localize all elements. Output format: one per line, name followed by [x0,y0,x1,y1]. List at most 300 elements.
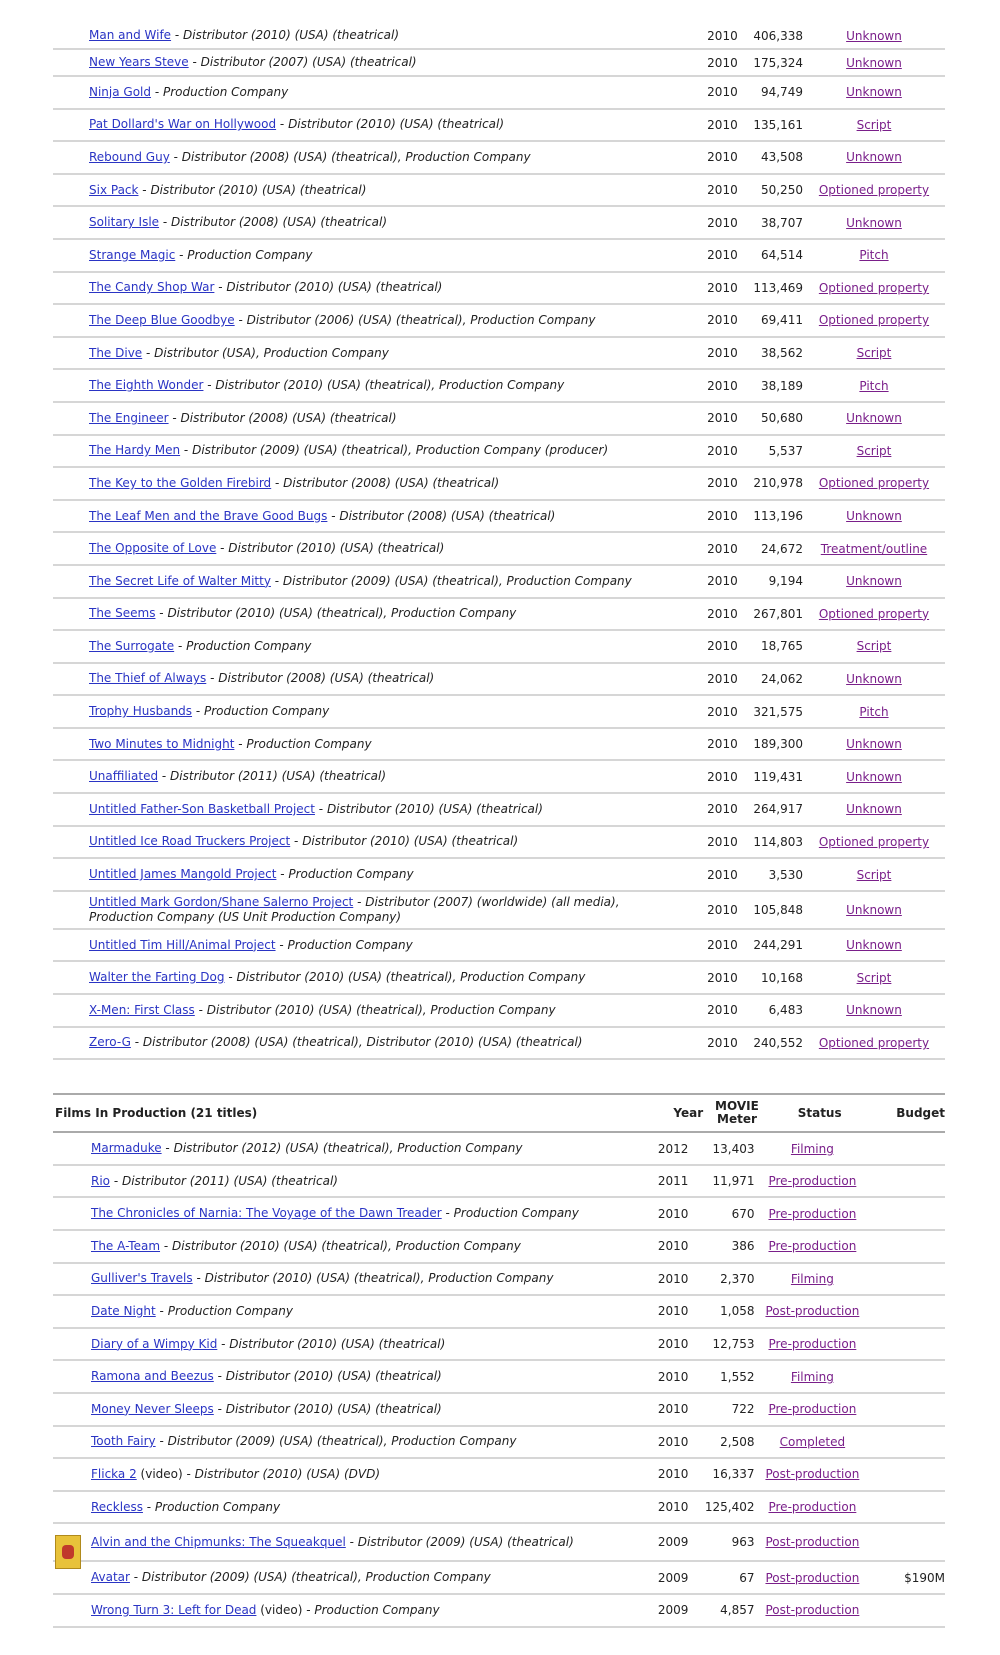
credit-text: Distributor (2006) (USA) (theatrical), Production Company [246,312,596,327]
separator: - [168,410,181,425]
movie-meter-cell: 135,161 [753,117,803,132]
year-cell: 2010 [707,248,738,263]
status-link[interactable]: Unknown [846,737,902,752]
status-cell [754,1535,870,1549]
year-cell: 2010 [657,1500,689,1515]
movie-meter-cell: 386 [731,1239,755,1254]
year-cell: 2009 [657,1535,689,1550]
year-cell: 2010 [707,215,738,230]
title-link[interactable]: The Key to the Golden Firebird [89,475,272,490]
year-cell: 2010 [657,1239,689,1254]
movie-meter-cell: 114,803 [753,834,803,849]
table-row [53,175,945,208]
title-cell [53,28,674,43]
separator: - [224,970,237,985]
title-link[interactable]: Solitary Isle [89,215,160,230]
title-link[interactable]: Gulliver's Travels [91,1271,193,1286]
movie-meter-cell: 963 [731,1535,755,1550]
credit-text: Production Company [154,1499,281,1514]
separator: - [217,1336,230,1351]
status-link[interactable]: Pitch [859,248,889,263]
credit-text: Distributor (2009) (USA) (theatrical), Production Company (producer) [192,443,609,458]
movie-meter-cell: 64,514 [760,248,803,263]
movie-meter-cell: 50,250 [760,183,803,198]
table-row [53,142,945,175]
table-row [53,599,945,632]
title-cell [53,639,674,654]
movie-meter-cell: 16,337 [712,1467,755,1482]
status-link[interactable]: Filming [790,1271,834,1286]
movie-meter-cell: 24,062 [760,671,803,686]
separator: - [214,280,227,295]
status-cell [754,1603,870,1617]
table-row [53,338,945,371]
credit-text: Distributor (2010) (USA) (theatrical) [183,28,400,42]
title-cell [53,1174,616,1189]
status-cell [803,903,945,917]
separator: - [110,1173,122,1188]
year-cell: 2010 [707,183,738,198]
movie-meter-cell: 210,978 [753,476,803,491]
separator: (video) - [140,1466,195,1481]
status-link[interactable]: Optioned property [818,606,930,621]
status-link[interactable]: Optioned property [818,183,930,198]
table-row [53,1361,945,1394]
credit-text: Distributor (2010) (USA) (DVD) [194,1466,381,1481]
status-cell [754,1239,870,1253]
year-cell: 2010 [657,1369,689,1384]
movie-meter-cell: 6,483 [768,1003,803,1018]
status-link[interactable]: Post-production [765,1603,860,1618]
year-cell: 2010 [707,867,738,882]
status-link[interactable]: Pre-production [768,1402,857,1417]
status-cell [754,1207,870,1221]
table-row [53,207,945,240]
movie-meter-cell: 406,338 [753,28,803,43]
title-cell [53,737,674,752]
table-row [53,995,945,1028]
status-cell [803,118,945,132]
year-cell: 2010 [707,150,738,165]
title-link[interactable]: Walter the Farting Dog [89,970,225,985]
year-cell: 2010 [707,28,738,43]
table-row [53,1166,945,1199]
table-row [53,1492,945,1525]
movie-meter-cell: 264,917 [753,802,803,817]
year-cell: 2010 [657,1271,689,1286]
title-link[interactable]: Unaffiliated [89,769,159,784]
status-link[interactable]: Post-production [765,1467,860,1482]
status-link[interactable]: Treatment/outline [820,541,928,556]
status-link[interactable]: Unknown [846,28,902,43]
status-cell [803,737,945,751]
table-row [53,77,945,110]
separator: - [345,1534,358,1549]
title-cell [53,671,674,686]
status-cell [803,379,945,393]
title-link[interactable]: The A-Team [91,1238,161,1253]
movie-meter-cell: 5,537 [768,443,803,458]
status-link[interactable]: Unknown [846,769,902,784]
status-cell [803,313,945,327]
status-link[interactable]: Unknown [846,902,902,917]
status-link[interactable]: Unknown [846,509,902,524]
status-cell [803,639,945,653]
status-cell [803,835,945,849]
status-link[interactable]: Unknown [846,802,902,817]
status-cell [803,607,945,621]
year-cell: 2010 [707,834,738,849]
movie-meter-cell: 105,848 [753,902,803,917]
title-link[interactable]: Untitled Tim Hill/Animal Project [89,937,276,952]
title-cell [53,769,674,784]
title-cell [53,476,674,491]
title-link[interactable]: The Chronicles of Narnia: The Voyage of the Dawn Treader [91,1206,442,1221]
year-cell: 2010 [707,117,738,132]
credit-text: Distributor (2009) (USA) (theatrical), Production Company [167,1434,517,1449]
year-cell: 2010 [707,1035,738,1050]
status-link[interactable]: Optioned property [818,476,930,491]
year-cell: 2010 [707,970,738,985]
status-link[interactable]: Script [856,639,892,654]
title-link[interactable]: The Thief of Always [89,671,207,686]
status-cell [803,183,945,197]
status-link[interactable]: Filming [790,1141,834,1156]
table-row [53,1231,945,1264]
status-link[interactable]: Optioned property [818,313,930,328]
status-cell [803,868,945,882]
status-link[interactable]: Pre-production [768,1206,857,1221]
table-row [53,1264,945,1297]
title-link[interactable]: The Secret Life of Walter Mitty [89,573,271,588]
year-cell: 2010 [657,1402,689,1417]
separator: - [129,1570,142,1585]
status-link[interactable]: Post-production [765,1304,860,1319]
credit-text: Distributor (2010) (USA) (theatrical) [225,1369,442,1384]
status-cell [754,1142,870,1156]
title-link[interactable]: Untitled Mark Gordon/Shane Salerno Project [89,894,354,909]
status-cell [803,1036,945,1050]
title-link[interactable]: Rio [91,1173,111,1188]
status-link[interactable]: Optioned property [818,280,930,295]
separator: - [142,345,155,360]
status-link[interactable]: Pre-production [768,1239,857,1254]
status-link[interactable]: Unknown [846,55,902,70]
credit-text: Distributor (2007) (USA) (theatrical) [200,55,417,69]
movie-meter-column-header: MOVIE Meter [715,1099,759,1127]
table-row [53,1329,945,1362]
year-cell: 2010 [707,55,738,70]
company-titles-table [53,23,945,1060]
title-link[interactable]: Ninja Gold [89,84,152,99]
table-row [53,859,945,892]
title-cell [53,938,674,953]
status-link[interactable]: Pre-production [768,1500,857,1515]
table-row [53,761,945,794]
year-cell: 2012 [657,1141,689,1156]
status-link[interactable]: Pitch [859,378,889,393]
title-link[interactable]: The Deep Blue Goodbye [89,312,235,327]
status-link[interactable]: Post-production [765,1535,860,1550]
movie-meter-cell: 113,469 [753,280,803,295]
credit-text: Production Company [288,867,414,882]
title-cell [53,313,674,328]
table-row [53,827,945,860]
movie-meter-cell: 43,508 [760,150,803,165]
title-cell [53,248,674,263]
title-link[interactable]: New Years Steve [89,55,189,69]
status-link[interactable]: Optioned property [818,1035,930,1050]
separator: - [188,55,201,69]
separator: - [158,769,171,784]
table-row [53,962,945,995]
year-cell: 2010 [707,313,738,328]
title-link[interactable]: Man and Wife [89,28,172,42]
title-cell [53,215,674,230]
status-link[interactable]: Script [856,346,892,361]
title-cell [53,1206,616,1221]
movie-meter-cell: 67 [739,1570,755,1585]
year-cell: 2010 [707,574,738,589]
separator: - [353,894,366,909]
movie-meter-cell: 12,753 [712,1337,755,1352]
table-row [53,729,945,762]
title-cell [53,443,674,458]
separator: - [161,1141,174,1156]
title-cell [53,895,674,925]
movie-meter-cell: 2,508 [720,1434,755,1449]
year-cell: 2010 [707,1003,738,1018]
title-link[interactable]: Untitled James Mangold Project [89,867,277,882]
separator: - [160,1238,172,1253]
title-link[interactable]: Ramona and Beezus [91,1369,214,1384]
credit-text: Distributor (2008) (USA) (theatrical) [171,215,388,230]
table-row [53,566,945,599]
status-link[interactable]: Filming [790,1369,834,1384]
credit-text: Distributor (2008) (USA) (theatrical) [339,508,556,523]
movie-meter-cell: 4,857 [720,1603,755,1618]
status-link[interactable]: Unknown [846,574,902,589]
status-cell [803,216,945,230]
status-column-header: Status [797,1106,842,1121]
status-link[interactable]: Script [856,970,892,985]
year-cell: 2010 [707,606,738,621]
year-cell: 2010 [657,1467,689,1482]
credit-text: Distributor (2009) (USA) (theatrical) [357,1534,574,1549]
separator: - [169,149,182,164]
status-cell [803,150,945,164]
status-link[interactable]: Unknown [846,150,902,165]
year-cell: 2010 [707,280,738,295]
status-cell [803,444,945,458]
status-link[interactable]: Unknown [846,938,902,953]
title-link[interactable]: Untitled Ice Road Truckers Project [89,834,291,849]
table-row [53,1459,945,1492]
title-cell [53,834,674,849]
title-link[interactable]: Reckless [91,1499,143,1514]
title-link[interactable]: The Engineer [89,410,169,425]
credit-text: Distributor (2008) (USA) (theatrical) [283,475,500,490]
budget-cell: $190M [904,1570,945,1585]
year-cell: 2009 [657,1603,689,1618]
title-link[interactable]: Alvin and the Chipmunks: The Squeakquel [91,1534,346,1549]
title-link[interactable]: X-Men: First Class [89,1002,195,1017]
credit-text: Production Company [453,1206,579,1221]
movie-meter-cell: 50,680 [760,411,803,426]
status-link[interactable]: Unknown [846,411,902,426]
table-row [53,930,945,963]
status-cell [754,1304,870,1318]
title-link[interactable]: The Opposite of Love [89,541,217,556]
title-link[interactable]: Untitled Father-Son Basketball Project [89,801,315,816]
title-link[interactable]: Zero-G [89,1035,131,1050]
separator: - [142,1499,155,1514]
status-link[interactable]: Unknown [846,671,902,686]
table-row [53,1133,945,1166]
year-cell: 2010 [657,1206,689,1221]
credit-text: Distributor (2010) (USA) (theatrical) [225,1401,442,1416]
status-cell [754,1571,870,1585]
title-link[interactable]: Two Minutes to Midnight [89,736,235,751]
credit-text: Distributor (2010) (USA) (theatrical) [302,834,519,849]
separator: - [213,1369,226,1384]
separator: - [234,736,247,751]
table-row [53,305,945,338]
year-cell: 2010 [707,509,738,524]
separator: - [314,801,327,816]
movie-meter-cell: 38,189 [760,378,803,393]
status-link[interactable]: Completed [779,1434,846,1449]
title-link[interactable]: Date Night [91,1303,156,1318]
title-cell [53,541,674,556]
title-link[interactable]: The Hardy Men [89,443,181,458]
title-link[interactable]: Marmaduke [91,1141,162,1156]
separator: - [155,606,168,621]
credit-text: Distributor (2009) (USA) (theatrical), Production Company [141,1570,491,1585]
title-link[interactable]: Wrong Turn 3: Left for Dead [91,1602,257,1617]
year-cell: 2010 [707,902,738,917]
credit-text: Distributor (2008) (USA) (theatrical), Distributor (2010) (USA) (theatrical) [142,1035,583,1050]
title-link[interactable]: Trophy Husbands [89,704,193,719]
movie-meter-cell: 24,672 [760,541,803,556]
title-link[interactable]: Rebound Guy [89,149,170,164]
movie-meter-cell: 175,324 [753,55,803,70]
title-link[interactable]: The Candy Shop War [89,280,215,295]
title-link[interactable]: The Eighth Wonder [89,378,204,393]
table-row [53,501,945,534]
credit-text: Distributor (2010) (USA) (theatrical) [150,182,367,197]
status-cell [803,938,945,952]
title-link[interactable]: Tooth Fairy [91,1434,156,1449]
movie-meter-cell: 722 [731,1402,755,1417]
status-link[interactable]: Pre-production [768,1174,857,1189]
title-cell [53,1500,616,1515]
title-cell [53,1369,616,1384]
separator: - [271,475,284,490]
movie-meter-cell: 38,562 [760,346,803,361]
year-cell: 2010 [707,346,738,361]
title-link[interactable]: The Surrogate [89,638,175,653]
movie-meter-cell: 11,971 [712,1174,755,1189]
credit-text: Distributor (2010) (USA) (theatrical), Production Company [172,1238,521,1253]
title-link[interactable]: Money Never Sleeps [91,1401,214,1416]
title-cell [53,1003,674,1018]
separator: - [155,1303,168,1318]
credit-text: Distributor (2010) (USA) (theatrical) [228,541,445,556]
status-cell [754,1272,870,1286]
credit-text: Distributor (2010) (USA) (theatrical), Production Company [236,970,586,985]
year-cell: 2010 [707,378,738,393]
title-cell [53,970,674,985]
title-cell [53,55,674,70]
movie-meter-cell: 240,552 [753,1035,803,1050]
title-link[interactable]: Six Pack [89,182,139,197]
separator: - [276,867,289,882]
table-row [53,1394,945,1427]
movie-meter-cell: 13,403 [712,1141,755,1156]
title-link[interactable]: Flicka 2 [91,1466,137,1481]
title-cell [53,85,674,100]
separator: - [275,937,288,952]
table-row [53,696,945,729]
movie-meter-cell: 113,196 [753,509,803,524]
section-title: Films In Production (21 titles) [55,1106,258,1121]
movie-meter-cell: 119,431 [753,769,803,784]
status-link[interactable]: Post-production [765,1570,860,1585]
status-link[interactable]: Optioned property [818,834,930,849]
title-link[interactable]: The Dive [89,345,143,360]
films-in-production-table [53,1133,945,1627]
status-link[interactable]: Script [856,117,892,132]
credit-text: Distributor (2008) (USA) (theatrical) [180,410,397,425]
status-link[interactable]: Pre-production [768,1337,857,1352]
status-link[interactable]: Unknown [846,215,902,230]
status-link[interactable]: Unknown [846,85,902,100]
status-cell [803,29,945,43]
separator: (video) - [260,1602,315,1617]
status-link[interactable]: Script [856,443,892,458]
status-link[interactable]: Script [856,867,892,882]
status-link[interactable]: Unknown [846,1003,902,1018]
status-cell [754,1337,870,1351]
year-cell: 2010 [707,411,738,426]
movie-meter-cell: 94,749 [760,85,803,100]
title-cell [53,1603,616,1618]
title-cell [53,1402,616,1417]
table-row [53,1198,945,1231]
separator: - [171,28,184,42]
status-cell [803,248,945,262]
status-cell [803,476,945,490]
title-link[interactable]: The Seems [89,606,156,621]
title-link[interactable]: Diary of a Wimpy Kid [91,1336,218,1351]
movie-meter-cell: 10,168 [760,970,803,985]
credit-text: Distributor (2010) (USA) (theatrical), Production Company [204,1271,554,1286]
credit-text: Distributor (2012) (USA) (theatrical), Production Company [173,1141,523,1156]
table-row [53,370,945,403]
credit-text: Distributor (2010) (USA) (theatrical), Production Company [167,606,517,621]
credit-text: Distributor (2010) (USA) (theatrical) [229,1336,446,1351]
title-cell [53,1535,616,1550]
status-link[interactable]: Pitch [859,704,889,719]
title-cell [53,378,674,393]
title-link[interactable]: Pat Dollard's War on Hollywood [89,117,277,132]
title-link[interactable]: The Leaf Men and the Brave Good Bugs [89,508,328,523]
status-cell [803,411,945,425]
table-row [53,892,945,930]
title-link[interactable]: Strange Magic [89,247,176,262]
title-link[interactable]: Avatar [91,1570,130,1585]
